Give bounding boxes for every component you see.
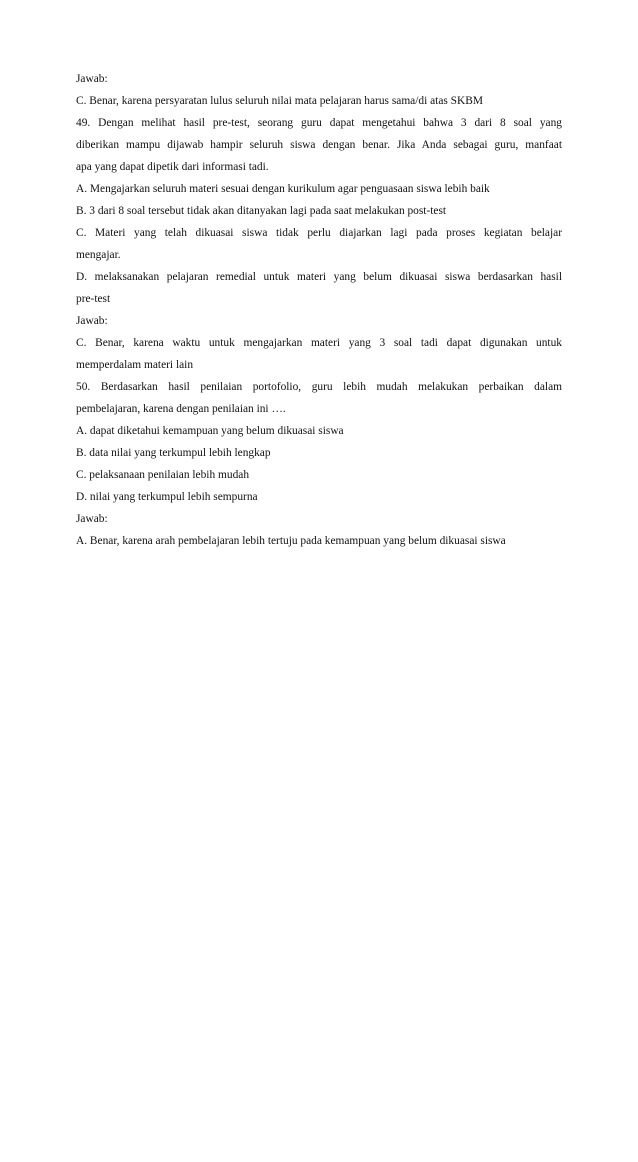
answer-text: C. Benar, karena waktu untuk mengajarkan materi yang 3 soal tadi dapat digunakan untuk (76, 337, 562, 349)
option-b: B. 3 dari 8 soal tersebut tidak akan ditanyakan lagi pada saat melakukan post-test (76, 205, 447, 217)
option-c: C. pelaksanaan penilaian lebih mudah (76, 469, 250, 481)
answer-heading: Jawab: (76, 73, 108, 85)
answer-heading: Jawab: (76, 513, 108, 525)
answer-heading: Jawab: (76, 315, 108, 327)
option-c: mengajar. (76, 249, 121, 261)
option-a: A. dapat diketahui kemampuan yang belum dikuasai siswa (76, 425, 344, 437)
question-50-text: 50. Berdasarkan hasil penilaian portofolio, guru lebih mudah melakukan perbaikan dalam (76, 381, 562, 393)
answer-text: C. Benar, karena persyaratan lulus seluruh nilai mata pelajaran harus sama/di atas SKBM (76, 95, 483, 107)
question-49-text: apa yang dapat dipetik dari informasi tadi. (76, 161, 269, 173)
document-body (76, 68, 562, 552)
option-d: D. melaksanakan pelajaran remedial untuk materi yang belum dikuasai siswa berdasarkan hasil (76, 271, 562, 283)
question-49-text: 49. Dengan melihat hasil pre-test, seorang guru dapat mengetahui bahwa 3 dari 8 soal yang (76, 117, 562, 129)
answer-text: A. Benar, karena arah pembelajaran lebih tertuju pada kemampuan yang belum dikuasai siswa (76, 535, 506, 547)
answer-text: memperdalam materi lain (76, 359, 194, 371)
option-d: D. nilai yang terkumpul lebih sempurna (76, 491, 258, 503)
option-d: pre-test (76, 293, 111, 305)
option-a: A. Mengajarkan seluruh materi sesuai dengan kurikulum agar penguasaan siswa lebih baik (76, 183, 490, 195)
question-50-text: pembelajaran, karena dengan penilaian ini …. (76, 403, 286, 415)
option-c: C. Materi yang telah dikuasai siswa tidak perlu diajarkan lagi pada proses kegiatan belajar (76, 227, 562, 239)
option-b: B. data nilai yang terkumpul lebih lengkap (76, 447, 271, 459)
question-49-text: diberikan mampu dijawab hampir seluruh siswa dengan benar. Jika Anda sebagai guru, manfaat (76, 139, 562, 151)
